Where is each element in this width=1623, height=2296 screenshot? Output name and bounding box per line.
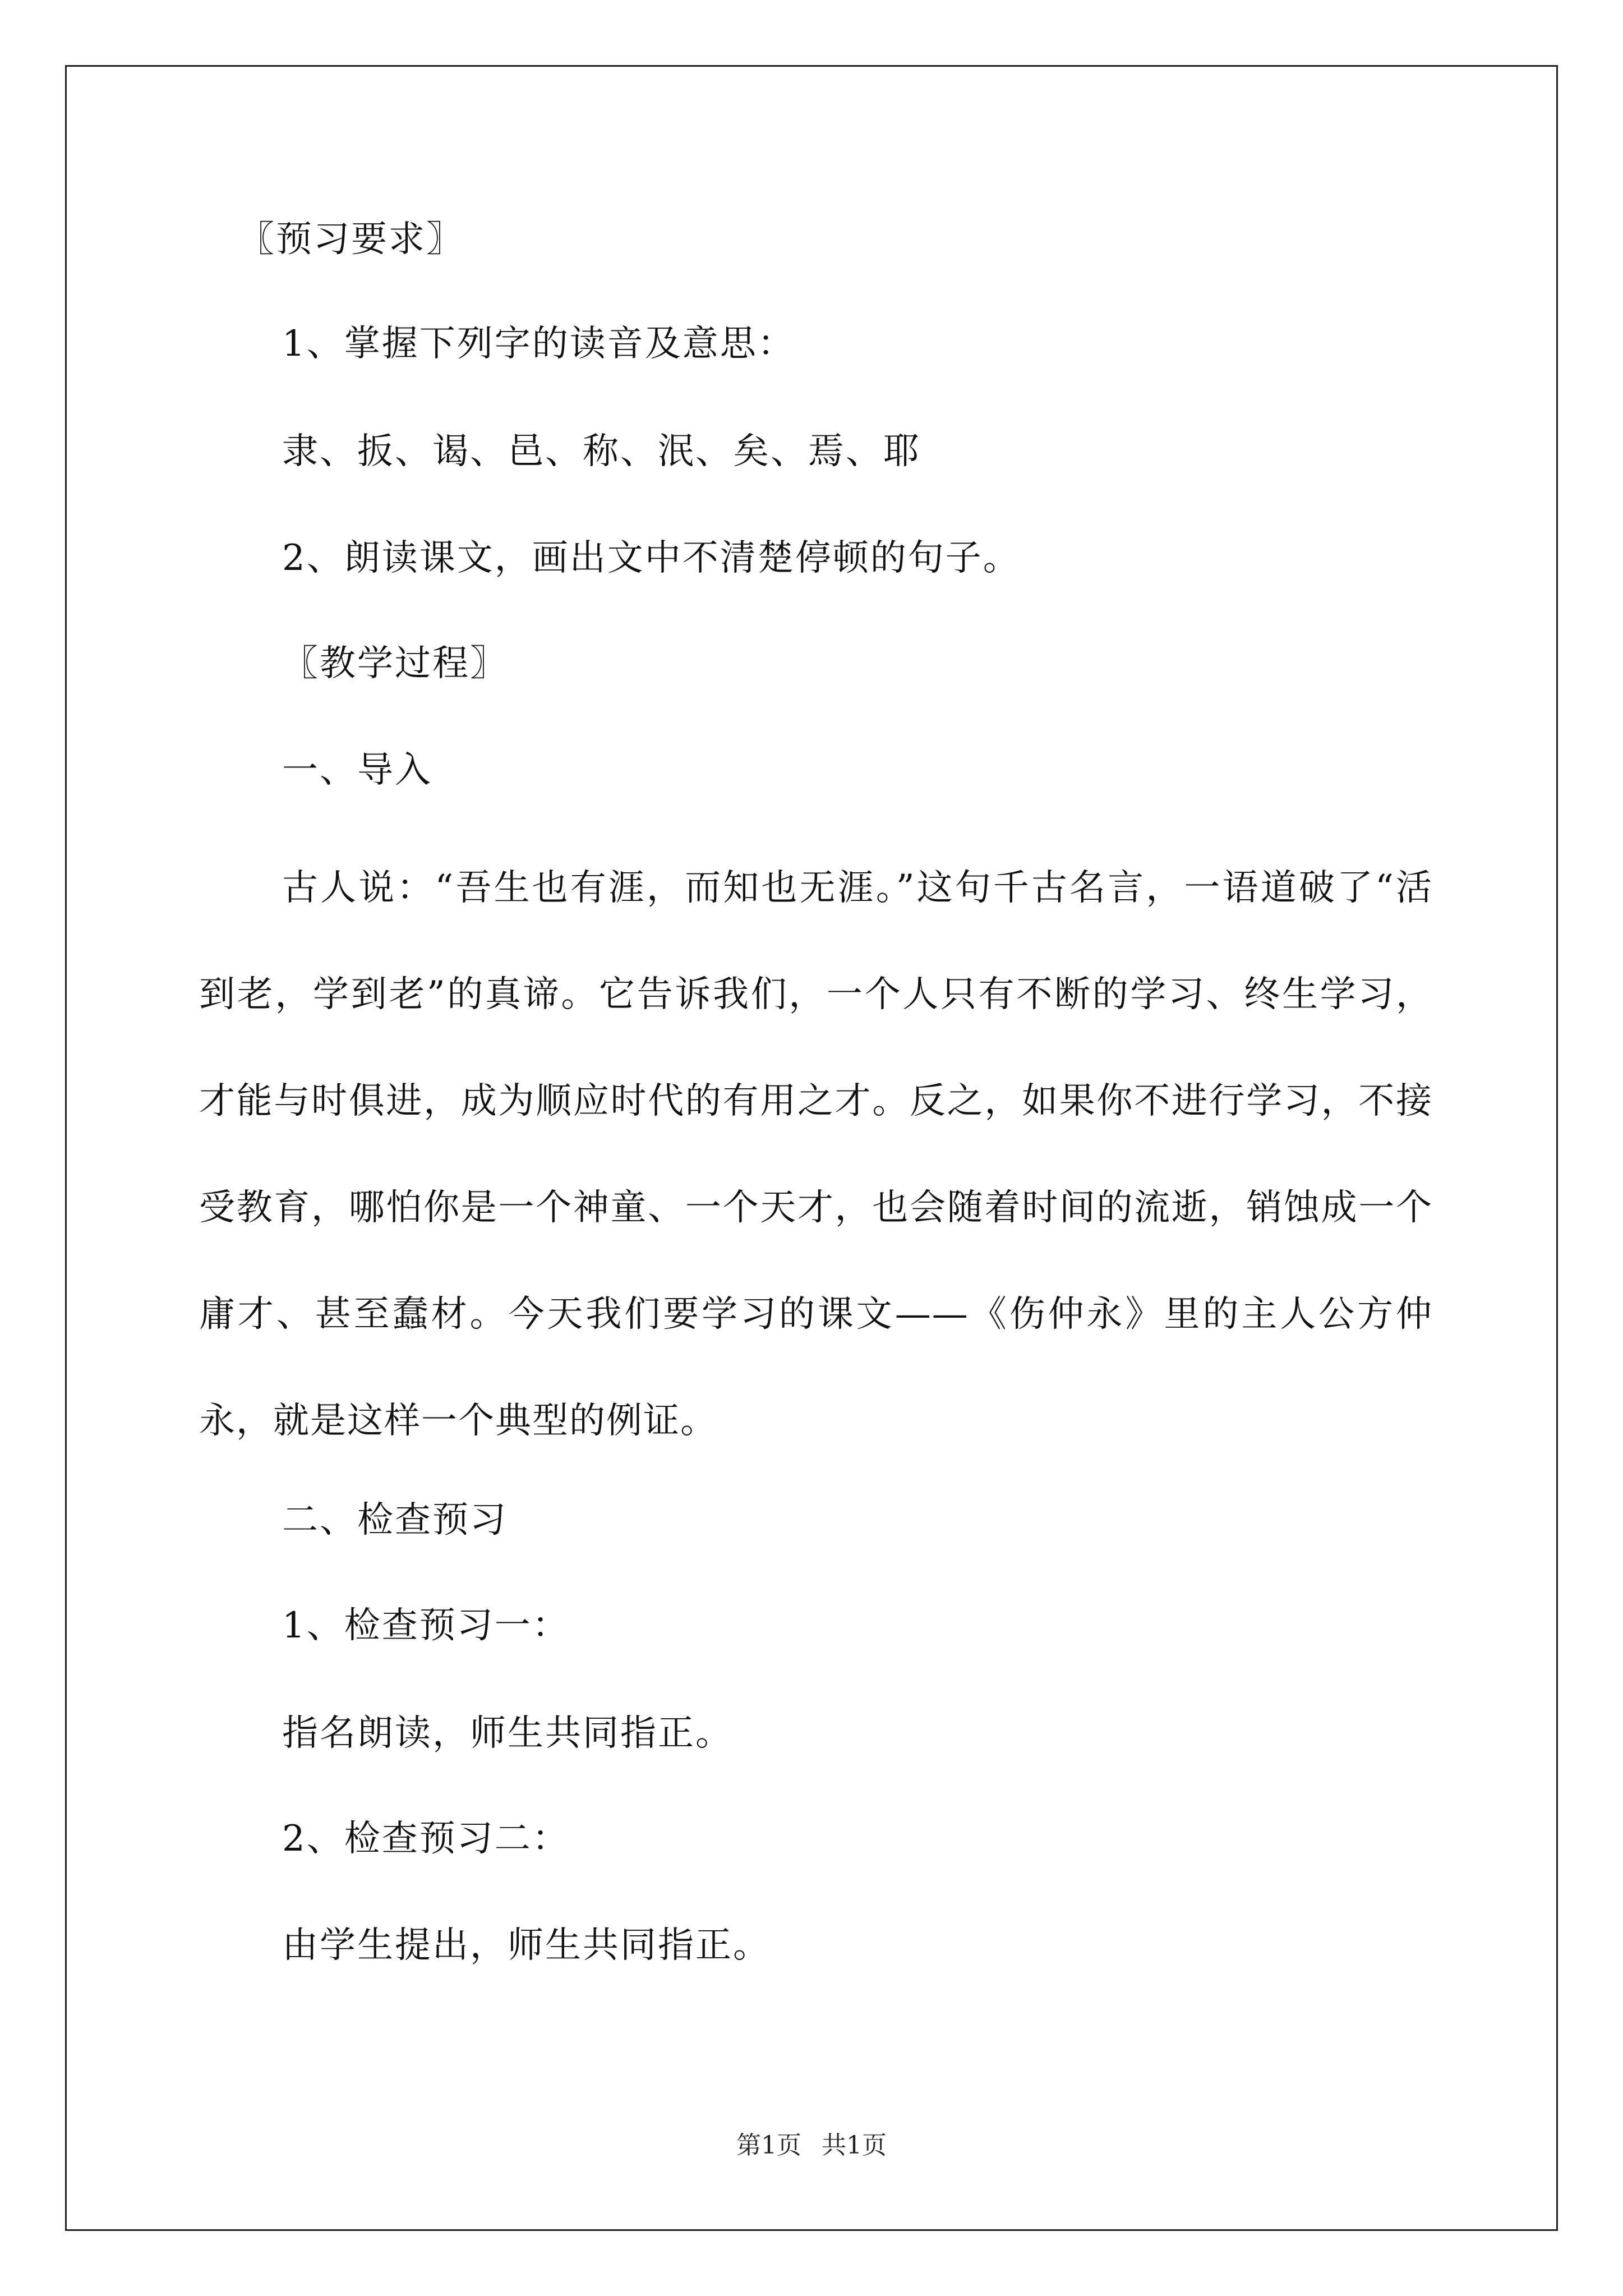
check-2-title: 2、检查预习二： [282,1818,570,1860]
character-list: 隶、扳、谒、邑、称、泯、矣、焉、耶 [282,431,921,472]
page-footer [0,2129,1623,2162]
check-1-title: 1、检查预习一： [282,1605,570,1646]
section-2-title: 二、检查预习 [282,1499,508,1541]
check-2-body: 由学生提出，师生共同指正。 [282,1925,771,1966]
preview-heading: 〖预习要求〗 [238,219,464,260]
preview-item-1: 1、掌握下列字的读音及意思： [282,323,795,365]
page-number-total: 共1页 [822,2131,887,2160]
page-number-current: 第1页 [736,2131,801,2160]
section-1-title: 一、导入 [282,749,432,791]
intro-paragraph: 古人说：“吾生也有涯，而知也无涯。”这句千古名言，一语道破了“活到老，学到老”的真谛。它告诉我们，一个人只有不断的学习、终生学习，才能与时俱进，成为顺应时代的有用之才。反之，如果你不进行学习，不接受教育，哪怕你是一个神童、一个天才，也会随着时间的流逝，销蚀成一个庸才、甚至蠢材。今天我们要学习的课文——《伤仲永》里的主人公方仲永，就是这样一个典型的例证。 [199,867,1433,1442]
process-heading: 〖教学过程〗 [282,643,508,684]
preview-item-2: 2、朗读课文，画出文中不清楚停顿的句子。 [282,537,1021,579]
check-1-body: 指名朗读，师生共同指正。 [282,1713,733,1754]
